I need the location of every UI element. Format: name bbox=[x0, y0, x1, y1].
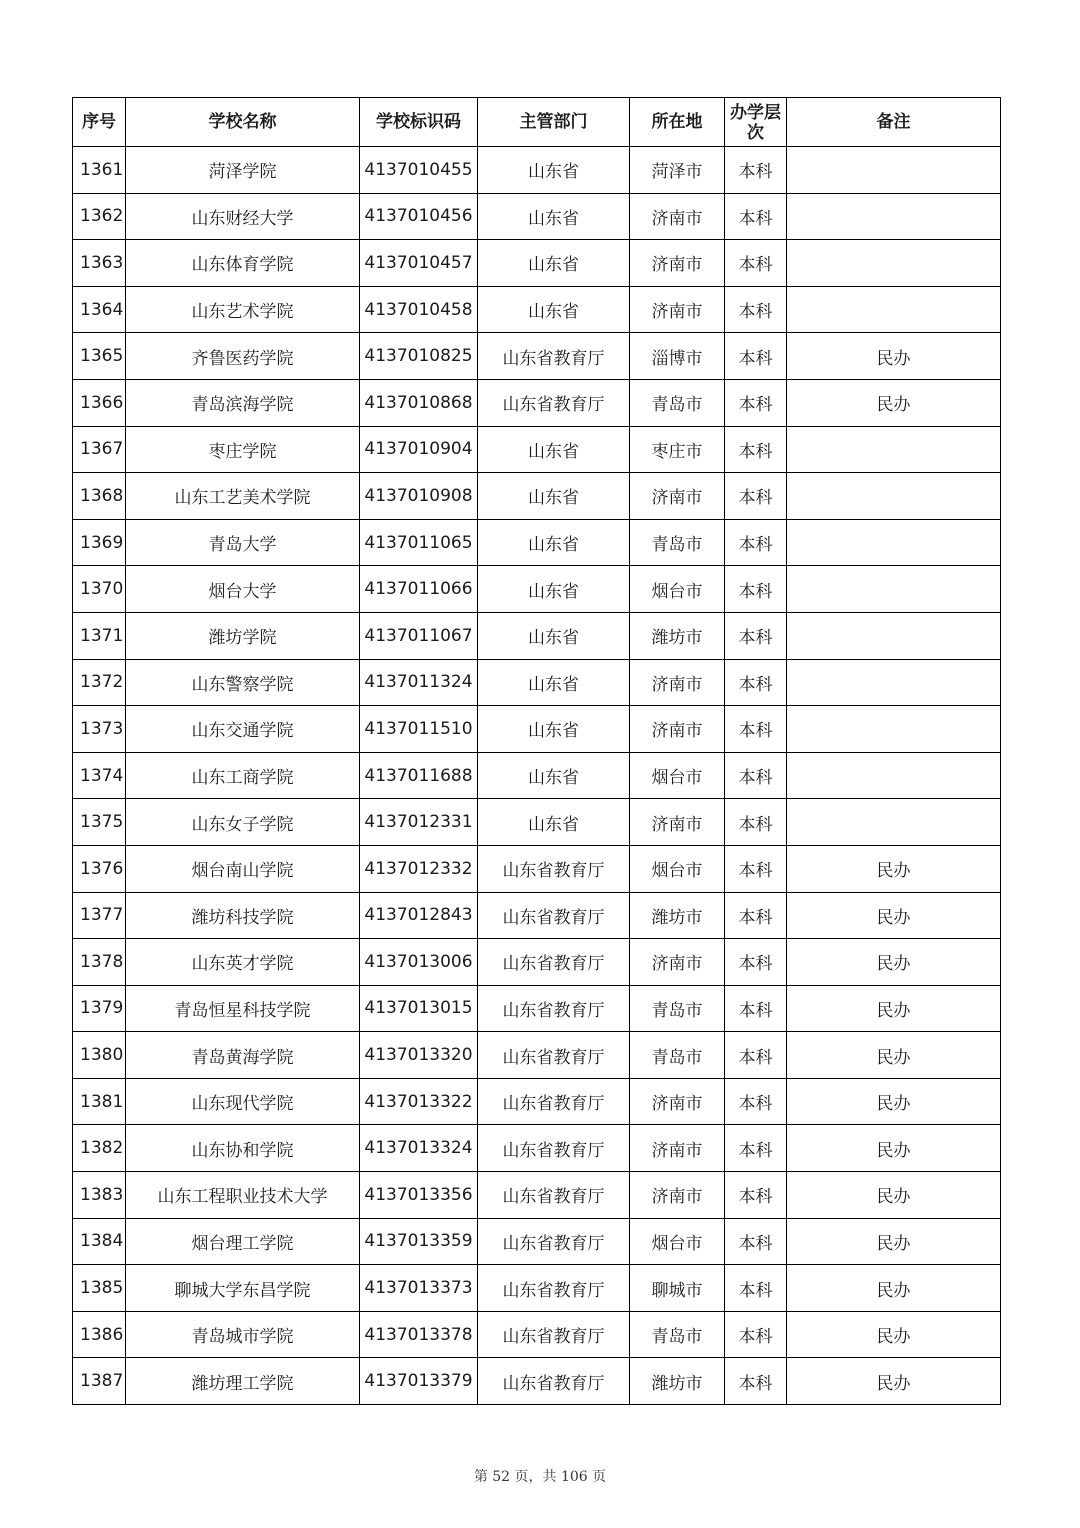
cell-index: 1370 bbox=[73, 566, 126, 613]
cell-school-code: 4137010457 bbox=[360, 240, 478, 287]
cell-location: 济南市 bbox=[630, 286, 725, 333]
cell-remark: 民办 bbox=[787, 845, 1001, 892]
cell-location: 青岛市 bbox=[630, 379, 725, 426]
page-footer: 第 52 页，共 106 页 bbox=[473, 1469, 607, 1485]
cell-school-name: 山东现代学院 bbox=[126, 1078, 360, 1125]
cell-authority: 山东省教育厅 bbox=[478, 1311, 630, 1358]
table-row bbox=[73, 612, 1001, 659]
cell-index: 1369 bbox=[73, 519, 126, 566]
table-row bbox=[73, 939, 1001, 986]
cell-school-code: 4137010456 bbox=[360, 193, 478, 240]
table-row bbox=[73, 1358, 1001, 1405]
cell-index: 1378 bbox=[73, 939, 126, 986]
cell-index: 1365 bbox=[73, 333, 126, 380]
cell-remark: 民办 bbox=[787, 985, 1001, 1032]
cell-authority: 山东省 bbox=[478, 799, 630, 846]
cell-index: 1368 bbox=[73, 473, 126, 520]
cell-location: 青岛市 bbox=[630, 985, 725, 1032]
cell-location: 青岛市 bbox=[630, 519, 725, 566]
cell-school-name: 山东交通学院 bbox=[126, 706, 360, 753]
table-row bbox=[73, 1311, 1001, 1358]
cell-level: 本科 bbox=[725, 752, 787, 799]
cell-authority: 山东省教育厅 bbox=[478, 845, 630, 892]
cell-remark: 民办 bbox=[787, 1125, 1001, 1172]
cell-school-name: 菏泽学院 bbox=[126, 147, 360, 194]
cell-remark bbox=[787, 706, 1001, 753]
table-body bbox=[73, 147, 1001, 1405]
cell-level: 本科 bbox=[725, 1125, 787, 1172]
cell-remark bbox=[787, 612, 1001, 659]
cell-school-code: 4137013359 bbox=[360, 1218, 478, 1265]
cell-school-code: 4137011688 bbox=[360, 752, 478, 799]
cell-remark: 民办 bbox=[787, 1218, 1001, 1265]
cell-school-name: 烟台南山学院 bbox=[126, 845, 360, 892]
cell-level: 本科 bbox=[725, 985, 787, 1032]
cell-school-name: 山东体育学院 bbox=[126, 240, 360, 287]
cell-authority: 山东省教育厅 bbox=[478, 1125, 630, 1172]
cell-location: 烟台市 bbox=[630, 845, 725, 892]
cell-index: 1373 bbox=[73, 706, 126, 753]
cell-remark bbox=[787, 473, 1001, 520]
cell-location: 潍坊市 bbox=[630, 612, 725, 659]
table-row bbox=[73, 473, 1001, 520]
cell-level: 本科 bbox=[725, 706, 787, 753]
cell-index: 1379 bbox=[73, 985, 126, 1032]
cell-authority: 山东省教育厅 bbox=[478, 1265, 630, 1312]
table-row bbox=[73, 1032, 1001, 1079]
cell-school-name: 山东财经大学 bbox=[126, 193, 360, 240]
header-authority: 主管部门 bbox=[478, 98, 630, 147]
cell-school-code: 4137012332 bbox=[360, 845, 478, 892]
cell-authority: 山东省教育厅 bbox=[478, 985, 630, 1032]
cell-location: 菏泽市 bbox=[630, 147, 725, 194]
cell-authority: 山东省 bbox=[478, 659, 630, 706]
cell-school-code: 4137012331 bbox=[360, 799, 478, 846]
cell-location: 济南市 bbox=[630, 473, 725, 520]
cell-location: 济南市 bbox=[630, 659, 725, 706]
cell-school-code: 4137011510 bbox=[360, 706, 478, 753]
cell-index: 1377 bbox=[73, 892, 126, 939]
cell-remark: 民办 bbox=[787, 379, 1001, 426]
cell-school-name: 山东英才学院 bbox=[126, 939, 360, 986]
cell-location: 济南市 bbox=[630, 1172, 725, 1219]
cell-school-name: 潍坊科技学院 bbox=[126, 892, 360, 939]
cell-index: 1374 bbox=[73, 752, 126, 799]
cell-school-code: 4137010868 bbox=[360, 379, 478, 426]
cell-school-name: 青岛大学 bbox=[126, 519, 360, 566]
table-row bbox=[73, 1265, 1001, 1312]
cell-authority: 山东省 bbox=[478, 706, 630, 753]
cell-school-code: 4137013015 bbox=[360, 985, 478, 1032]
cell-location: 烟台市 bbox=[630, 752, 725, 799]
cell-school-name: 青岛城市学院 bbox=[126, 1311, 360, 1358]
cell-location: 济南市 bbox=[630, 799, 725, 846]
cell-authority: 山东省教育厅 bbox=[478, 379, 630, 426]
cell-index: 1386 bbox=[73, 1311, 126, 1358]
cell-level: 本科 bbox=[725, 1218, 787, 1265]
cell-school-code: 4137010825 bbox=[360, 333, 478, 380]
cell-authority: 山东省 bbox=[478, 147, 630, 194]
cell-school-name: 潍坊理工学院 bbox=[126, 1358, 360, 1405]
cell-remark bbox=[787, 566, 1001, 613]
cell-location: 淄博市 bbox=[630, 333, 725, 380]
cell-school-code: 4137011324 bbox=[360, 659, 478, 706]
cell-school-name: 山东警察学院 bbox=[126, 659, 360, 706]
cell-authority: 山东省教育厅 bbox=[478, 1078, 630, 1125]
cell-level: 本科 bbox=[725, 1078, 787, 1125]
cell-authority: 山东省 bbox=[478, 752, 630, 799]
table-row bbox=[73, 985, 1001, 1032]
cell-level: 本科 bbox=[725, 193, 787, 240]
table-row bbox=[73, 379, 1001, 426]
header-location: 所在地 bbox=[630, 98, 725, 147]
cell-index: 1372 bbox=[73, 659, 126, 706]
cell-authority: 山东省教育厅 bbox=[478, 939, 630, 986]
cell-index: 1366 bbox=[73, 379, 126, 426]
cell-school-code: 4137013356 bbox=[360, 1172, 478, 1219]
cell-location: 济南市 bbox=[630, 193, 725, 240]
cell-index: 1385 bbox=[73, 1265, 126, 1312]
cell-location: 聊城市 bbox=[630, 1265, 725, 1312]
cell-school-code: 4137013378 bbox=[360, 1311, 478, 1358]
cell-index: 1380 bbox=[73, 1032, 126, 1079]
cell-authority: 山东省 bbox=[478, 426, 630, 473]
cell-remark bbox=[787, 659, 1001, 706]
cell-remark bbox=[787, 519, 1001, 566]
cell-school-name: 烟台理工学院 bbox=[126, 1218, 360, 1265]
cell-remark: 民办 bbox=[787, 1032, 1001, 1079]
cell-authority: 山东省 bbox=[478, 473, 630, 520]
header-remark: 备注 bbox=[787, 98, 1001, 147]
table-row bbox=[73, 1125, 1001, 1172]
cell-school-code: 4137013324 bbox=[360, 1125, 478, 1172]
cell-school-code: 4137013320 bbox=[360, 1032, 478, 1079]
cell-remark: 民办 bbox=[787, 939, 1001, 986]
cell-level: 本科 bbox=[725, 147, 787, 194]
cell-school-name: 齐鲁医药学院 bbox=[126, 333, 360, 380]
table-row bbox=[73, 519, 1001, 566]
cell-authority: 山东省 bbox=[478, 193, 630, 240]
cell-level: 本科 bbox=[725, 566, 787, 613]
cell-level: 本科 bbox=[725, 1358, 787, 1405]
cell-remark bbox=[787, 752, 1001, 799]
cell-remark: 民办 bbox=[787, 1311, 1001, 1358]
cell-location: 潍坊市 bbox=[630, 892, 725, 939]
header-level: 办学层次 bbox=[725, 98, 787, 147]
cell-school-code: 4137013373 bbox=[360, 1265, 478, 1312]
table-row bbox=[73, 193, 1001, 240]
cell-level: 本科 bbox=[725, 379, 787, 426]
cell-remark: 民办 bbox=[787, 1172, 1001, 1219]
cell-school-code: 4137013379 bbox=[360, 1358, 478, 1405]
table-row bbox=[73, 147, 1001, 194]
cell-remark bbox=[787, 426, 1001, 473]
cell-school-code: 4137011065 bbox=[360, 519, 478, 566]
cell-index: 1383 bbox=[73, 1172, 126, 1219]
table-row bbox=[73, 333, 1001, 380]
cell-index: 1367 bbox=[73, 426, 126, 473]
cell-location: 济南市 bbox=[630, 706, 725, 753]
cell-remark bbox=[787, 286, 1001, 333]
cell-authority: 山东省教育厅 bbox=[478, 1218, 630, 1265]
cell-index: 1363 bbox=[73, 240, 126, 287]
cell-authority: 山东省 bbox=[478, 566, 630, 613]
cell-level: 本科 bbox=[725, 1265, 787, 1312]
school-list-table bbox=[72, 97, 1001, 1405]
table-row bbox=[73, 799, 1001, 846]
cell-school-name: 山东工艺美术学院 bbox=[126, 473, 360, 520]
cell-index: 1382 bbox=[73, 1125, 126, 1172]
cell-school-code: 4137010904 bbox=[360, 426, 478, 473]
cell-authority: 山东省教育厅 bbox=[478, 892, 630, 939]
table-row bbox=[73, 286, 1001, 333]
cell-remark: 民办 bbox=[787, 1078, 1001, 1125]
cell-remark: 民办 bbox=[787, 333, 1001, 380]
cell-authority: 山东省教育厅 bbox=[478, 333, 630, 380]
cell-authority: 山东省 bbox=[478, 240, 630, 287]
cell-authority: 山东省 bbox=[478, 612, 630, 659]
cell-index: 1387 bbox=[73, 1358, 126, 1405]
cell-remark bbox=[787, 193, 1001, 240]
cell-location: 枣庄市 bbox=[630, 426, 725, 473]
cell-remark: 民办 bbox=[787, 1358, 1001, 1405]
header-school-code: 学校标识码 bbox=[360, 98, 478, 147]
cell-school-name: 山东艺术学院 bbox=[126, 286, 360, 333]
cell-remark: 民办 bbox=[787, 892, 1001, 939]
cell-school-name: 山东协和学院 bbox=[126, 1125, 360, 1172]
cell-level: 本科 bbox=[725, 473, 787, 520]
table-row bbox=[73, 892, 1001, 939]
cell-school-name: 山东工程职业技术大学 bbox=[126, 1172, 360, 1219]
cell-school-name: 山东工商学院 bbox=[126, 752, 360, 799]
cell-school-name: 烟台大学 bbox=[126, 566, 360, 613]
cell-index: 1384 bbox=[73, 1218, 126, 1265]
cell-authority: 山东省教育厅 bbox=[478, 1032, 630, 1079]
cell-location: 济南市 bbox=[630, 240, 725, 287]
cell-school-name: 青岛滨海学院 bbox=[126, 379, 360, 426]
header-index: 序号 bbox=[73, 98, 126, 147]
cell-level: 本科 bbox=[725, 939, 787, 986]
cell-level: 本科 bbox=[725, 659, 787, 706]
cell-level: 本科 bbox=[725, 240, 787, 287]
cell-school-name: 青岛黄海学院 bbox=[126, 1032, 360, 1079]
cell-remark: 民办 bbox=[787, 1265, 1001, 1312]
cell-index: 1376 bbox=[73, 845, 126, 892]
table-row bbox=[73, 1218, 1001, 1265]
cell-authority: 山东省教育厅 bbox=[478, 1358, 630, 1405]
cell-index: 1362 bbox=[73, 193, 126, 240]
cell-location: 济南市 bbox=[630, 939, 725, 986]
cell-level: 本科 bbox=[725, 1172, 787, 1219]
cell-location: 济南市 bbox=[630, 1078, 725, 1125]
header-school-name: 学校名称 bbox=[126, 98, 360, 147]
cell-authority: 山东省 bbox=[478, 519, 630, 566]
cell-level: 本科 bbox=[725, 799, 787, 846]
cell-school-code: 4137010455 bbox=[360, 147, 478, 194]
cell-level: 本科 bbox=[725, 286, 787, 333]
table-row bbox=[73, 752, 1001, 799]
table-row bbox=[73, 659, 1001, 706]
cell-school-name: 潍坊学院 bbox=[126, 612, 360, 659]
cell-level: 本科 bbox=[725, 426, 787, 473]
table-row bbox=[73, 426, 1001, 473]
cell-remark bbox=[787, 799, 1001, 846]
table-row bbox=[73, 240, 1001, 287]
cell-index: 1381 bbox=[73, 1078, 126, 1125]
cell-index: 1364 bbox=[73, 286, 126, 333]
cell-school-code: 4137011067 bbox=[360, 612, 478, 659]
cell-school-name: 聊城大学东昌学院 bbox=[126, 1265, 360, 1312]
table-row bbox=[73, 1172, 1001, 1219]
cell-level: 本科 bbox=[725, 333, 787, 380]
cell-index: 1361 bbox=[73, 147, 126, 194]
table-row bbox=[73, 845, 1001, 892]
cell-level: 本科 bbox=[725, 612, 787, 659]
cell-location: 青岛市 bbox=[630, 1311, 725, 1358]
cell-school-code: 4137013322 bbox=[360, 1078, 478, 1125]
cell-remark bbox=[787, 240, 1001, 287]
cell-school-code: 4137010908 bbox=[360, 473, 478, 520]
table-row bbox=[73, 706, 1001, 753]
cell-index: 1371 bbox=[73, 612, 126, 659]
cell-location: 济南市 bbox=[630, 1125, 725, 1172]
table-row bbox=[73, 566, 1001, 613]
cell-school-code: 4137011066 bbox=[360, 566, 478, 613]
cell-authority: 山东省教育厅 bbox=[478, 1172, 630, 1219]
cell-school-code: 4137012843 bbox=[360, 892, 478, 939]
cell-level: 本科 bbox=[725, 892, 787, 939]
cell-school-code: 4137013006 bbox=[360, 939, 478, 986]
table-row bbox=[73, 1078, 1001, 1125]
cell-location: 烟台市 bbox=[630, 566, 725, 613]
cell-level: 本科 bbox=[725, 519, 787, 566]
cell-location: 潍坊市 bbox=[630, 1358, 725, 1405]
cell-school-name: 枣庄学院 bbox=[126, 426, 360, 473]
cell-location: 青岛市 bbox=[630, 1032, 725, 1079]
cell-level: 本科 bbox=[725, 845, 787, 892]
cell-authority: 山东省 bbox=[478, 286, 630, 333]
table-header-row bbox=[73, 98, 1001, 147]
cell-index: 1375 bbox=[73, 799, 126, 846]
cell-level: 本科 bbox=[725, 1311, 787, 1358]
cell-school-name: 青岛恒星科技学院 bbox=[126, 985, 360, 1032]
cell-location: 烟台市 bbox=[630, 1218, 725, 1265]
cell-level: 本科 bbox=[725, 1032, 787, 1079]
cell-school-code: 4137010458 bbox=[360, 286, 478, 333]
cell-school-name: 山东女子学院 bbox=[126, 799, 360, 846]
cell-remark bbox=[787, 147, 1001, 194]
